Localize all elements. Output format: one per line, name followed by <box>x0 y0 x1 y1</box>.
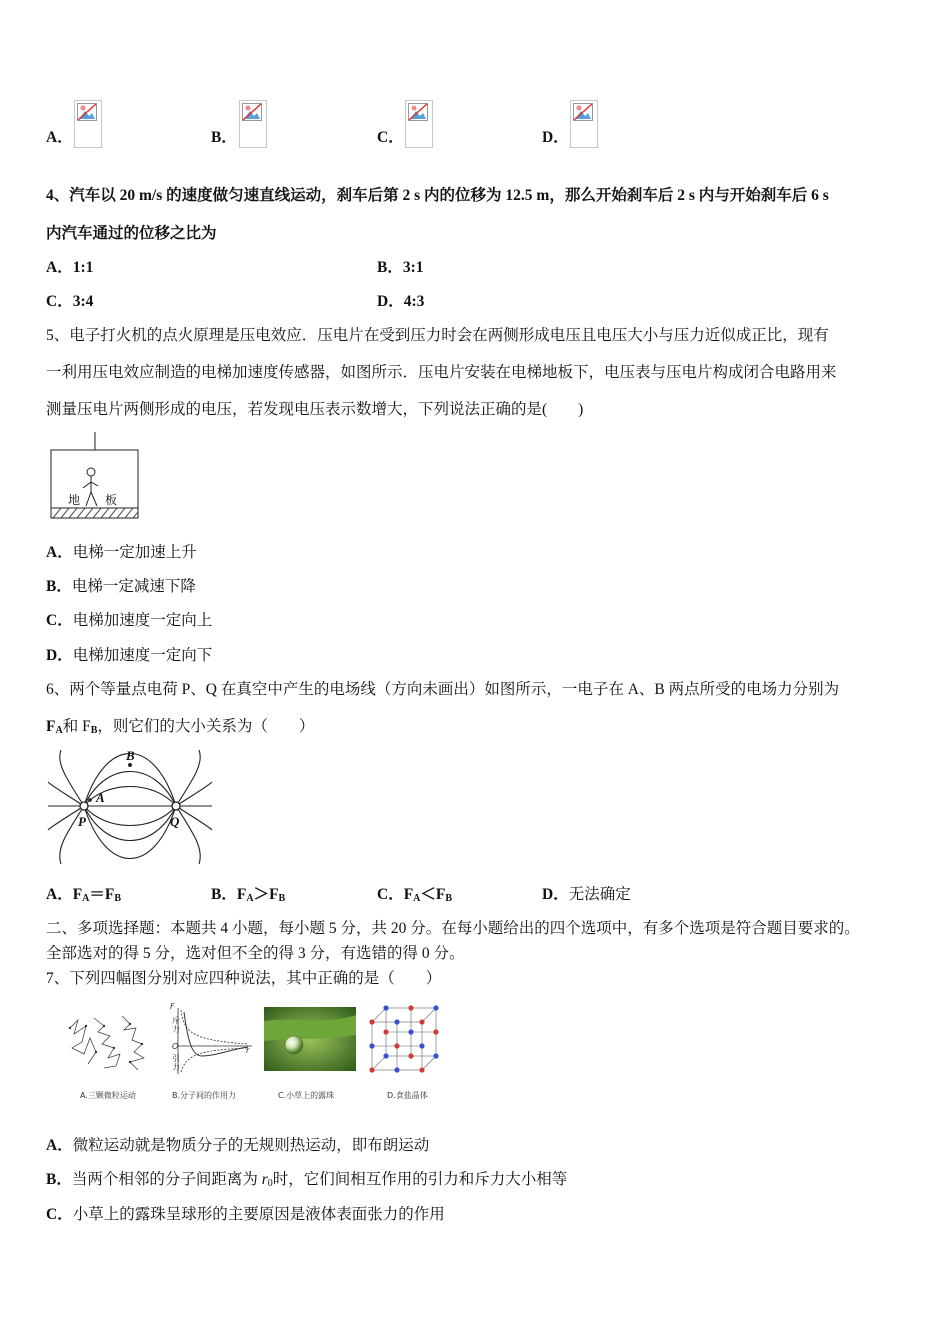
q5-option-a[interactable] <box>46 543 197 563</box>
option-label: C． <box>46 293 73 310</box>
subscript: A <box>55 725 63 736</box>
option-text: 3:4 <box>72 293 94 310</box>
option-label: D． <box>377 293 404 310</box>
subscript: B <box>278 893 286 904</box>
q5-option-c[interactable] <box>46 611 212 631</box>
graph-r-label: r <box>246 1046 250 1055</box>
option-label: A． <box>46 886 73 903</box>
q4-option-b[interactable] <box>377 258 424 278</box>
caption-c: C.小草上的露珠 <box>278 1091 335 1100</box>
q6-option-d[interactable] <box>542 885 631 905</box>
charge-p-label: P <box>78 814 86 829</box>
option-label: C． <box>377 886 404 903</box>
option-text: 微粒运动就是物质分子的无规则热运动，即布朗运动 <box>72 1137 430 1154</box>
q4-option-d[interactable] <box>377 292 424 312</box>
option-label: A． <box>46 544 73 561</box>
broken-image-icon <box>239 100 267 148</box>
q7-option-b[interactable] <box>46 1170 567 1194</box>
q7-stem-line1: 7、下列四幅图分别对应四种说法，其中正确的是（ ） <box>46 970 442 987</box>
option-label: A． <box>46 259 73 276</box>
broken-image-icon <box>570 100 598 148</box>
option-text: 4:3 <box>403 293 425 310</box>
q7-option-a[interactable] <box>46 1136 429 1156</box>
floor-label-right: 板 <box>105 493 118 507</box>
option-text: 时，它们间相互作用的引力和斥力大小相等 <box>272 1171 568 1188</box>
q4-stem-line2: 内汽车通过的位移之比为 <box>46 225 217 242</box>
electric-field-figure <box>46 748 214 868</box>
charge-q-label: Q <box>170 814 180 829</box>
option-text: 无法确定 <box>568 886 631 903</box>
q4-stem-line1: 4、汽车以 20 m/s 的速度做匀速直线运动，刹车后第 2 s 内的位移为 12.5 m，那么开始刹车后 2 s 内与开始刹车后 6 s <box>46 187 829 204</box>
floor-label-left: 地 <box>68 493 81 507</box>
option-text: 3:1 <box>402 259 424 276</box>
brownian-motion-figure <box>64 1008 148 1074</box>
point-a-label: A <box>96 790 105 805</box>
section-2-line1: 二、多项选择题：本题共 4 小题，每小题 5 分，共 20 分。在每小题给出的四个选项中，有多个选项是符合题目要求的。 <box>46 920 860 937</box>
option-text: 电梯加速度一定向上 <box>72 612 213 629</box>
option-label: C． <box>46 612 73 629</box>
option-label: B． <box>211 886 237 903</box>
q3-option-d-label: D． <box>542 129 569 146</box>
section-2-line2: 全部选对的得 5 分，选对但不全的得 3 分，有选错的得 0 分。 <box>46 945 465 962</box>
molecular-force-graph <box>168 1004 254 1076</box>
force-symbol: F <box>46 718 56 735</box>
f: F <box>403 886 414 903</box>
option-label: D． <box>46 647 73 664</box>
q4-option-a[interactable] <box>46 258 93 278</box>
q7-option-c[interactable] <box>46 1205 445 1225</box>
q4-option-c[interactable] <box>46 292 93 312</box>
q6-stem-line1: 6、两个等量点电荷 P、Q 在真空中产生的电场线（方向未画出）如图所示，一电子在 A、B 两点所受的电场力分别为 <box>46 681 840 698</box>
elevator-figure <box>48 430 143 525</box>
q3-option-a-label: A． <box>46 129 73 146</box>
option-text: 电梯加速度一定向下 <box>72 647 213 664</box>
subscript: B <box>114 893 122 904</box>
subscript: A <box>82 893 90 904</box>
text: ，则它们的大小关系为（ ） <box>97 718 315 735</box>
q5-option-b[interactable] <box>46 577 196 597</box>
f: F <box>104 886 115 903</box>
q5-stem-line2: 一利用压电效应制造的电梯加速度传感器，如图所示．压电片安装在电梯地板下，电压表与压电片构成闭合电路用来 <box>46 364 837 381</box>
subscript: A <box>246 893 254 904</box>
q6-option-a[interactable] <box>46 885 121 909</box>
f: F <box>435 886 446 903</box>
q6-stem-line2 <box>46 717 314 741</box>
q5-option-d[interactable] <box>46 646 212 666</box>
option-label: D． <box>542 886 569 903</box>
caption-a: A.三颗微粒运动 <box>80 1091 136 1100</box>
graph-f-label: F <box>170 1002 175 1011</box>
option-label: B． <box>46 578 72 595</box>
q6-option-c[interactable] <box>377 885 452 909</box>
option-label: B． <box>377 259 403 276</box>
q5-stem-line1: 5、电子打火机的点火原理是压电效应．压电片在受到压力时会在两侧形成电压且电压大小与压力近似成正比，现有 <box>46 327 829 344</box>
subscript: 0 <box>267 1178 273 1189</box>
option-text: 小草上的露珠呈球形的主要原因是液体表面张力的作用 <box>72 1206 445 1223</box>
graph-repulsion-label: 斥力 <box>172 1016 180 1034</box>
operator: ＞ <box>253 886 270 903</box>
option-text: 1:1 <box>72 259 94 276</box>
f: F <box>72 886 83 903</box>
subscript: A <box>413 893 421 904</box>
q3-option-b-label: B． <box>211 129 237 146</box>
nacl-crystal-figure <box>366 1004 444 1074</box>
option-label: B． <box>46 1171 72 1188</box>
f: F <box>269 886 279 903</box>
r0-symbol: r <box>261 1171 268 1188</box>
f: F <box>236 886 247 903</box>
graph-o-label: O <box>172 1042 179 1051</box>
graph-attraction-label: 引力 <box>172 1054 180 1072</box>
subscript: B <box>445 893 453 904</box>
operator: ＜ <box>420 886 436 903</box>
q6-option-b[interactable] <box>211 885 285 909</box>
dew-drop-photo <box>264 1007 356 1071</box>
caption-b: B.分子间的作用力 <box>172 1091 237 1100</box>
broken-image-icon <box>405 100 433 148</box>
q5-stem-line3: 测量压电片两侧形成的电压，若发现电压表示数增大，下列说法正确的是( ) <box>46 401 584 418</box>
subscript: B <box>90 725 98 736</box>
option-text: 当两个相邻的分子间距离为 <box>71 1171 262 1188</box>
option-text: 电梯一定减速下降 <box>71 578 196 595</box>
operator: ＝ <box>89 886 105 903</box>
broken-image-icon <box>74 100 102 148</box>
q3-option-c-label: C． <box>377 129 404 146</box>
point-b-label: B <box>126 748 135 763</box>
option-text: 电梯一定加速上升 <box>72 544 197 561</box>
option-label: C． <box>46 1206 73 1223</box>
text: 和 F <box>62 718 91 735</box>
option-label: A． <box>46 1137 73 1154</box>
caption-d: D.食盐晶体 <box>387 1091 428 1100</box>
